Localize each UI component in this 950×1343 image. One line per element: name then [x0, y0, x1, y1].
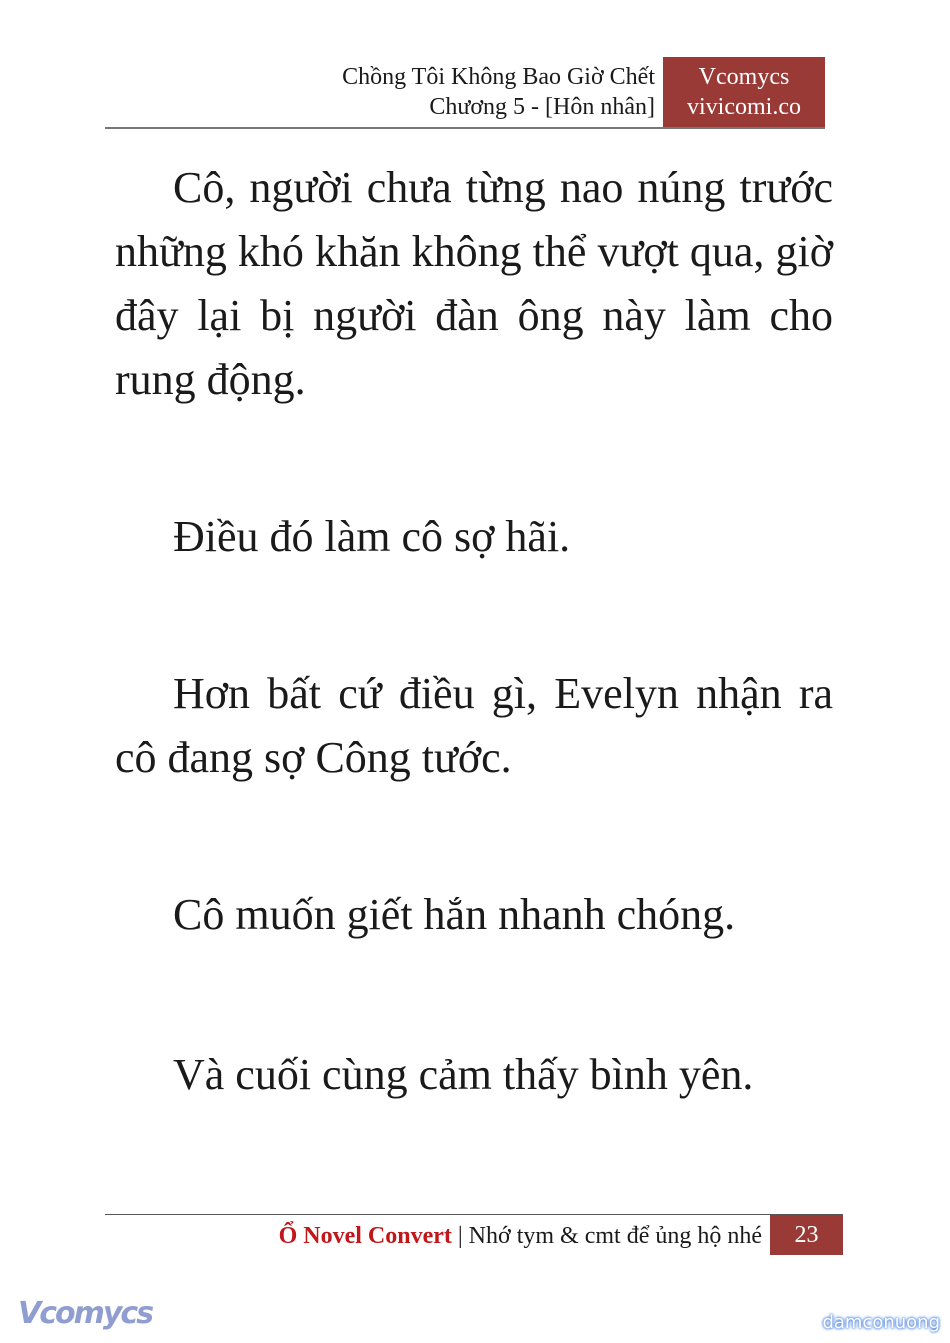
paragraph-1: Cô, người chưa từng nao núng trước những khó khăn không thể vượt qua, giờ đây lại bị người đàn ông này làm cho rung động.: [115, 163, 833, 404]
header-brand-box: [663, 57, 825, 127]
paragraph-5: Và cuối cùng cảm thấy bình yên.: [173, 1050, 754, 1099]
book-title: Chồng Tôi Không Bao Giờ Chết: [342, 64, 655, 90]
header-rule: [105, 127, 825, 129]
running-header: [342, 62, 655, 122]
vcomycs-watermark-logo: Vcomycs: [18, 1296, 153, 1331]
paragraph-3: Hơn bất cứ điều gì, Evelyn nhận ra cô đang sợ Công tước.: [115, 669, 833, 782]
footer-text: [279, 1221, 762, 1251]
header-site: vivicomi.co: [687, 94, 801, 120]
footer-separator: |: [457, 1223, 463, 1249]
footer-message: Nhớ tym & cmt để ủng hộ nhé: [468, 1223, 762, 1249]
footer-brand: Ổ Novel Convert: [278, 1223, 452, 1249]
chapter-title: Chương 5 - [Hôn nhân]: [429, 94, 655, 120]
footer-rule: [105, 1214, 843, 1215]
damconuong-watermark: damconuong: [822, 1312, 940, 1333]
header-brand: Vcomycs: [698, 64, 790, 90]
paragraph-2: Điều đó làm cô sợ hãi.: [173, 512, 571, 561]
paragraph-4: Cô muốn giết hắn nhanh chóng.: [173, 890, 736, 939]
page-number: 23: [770, 1215, 843, 1255]
